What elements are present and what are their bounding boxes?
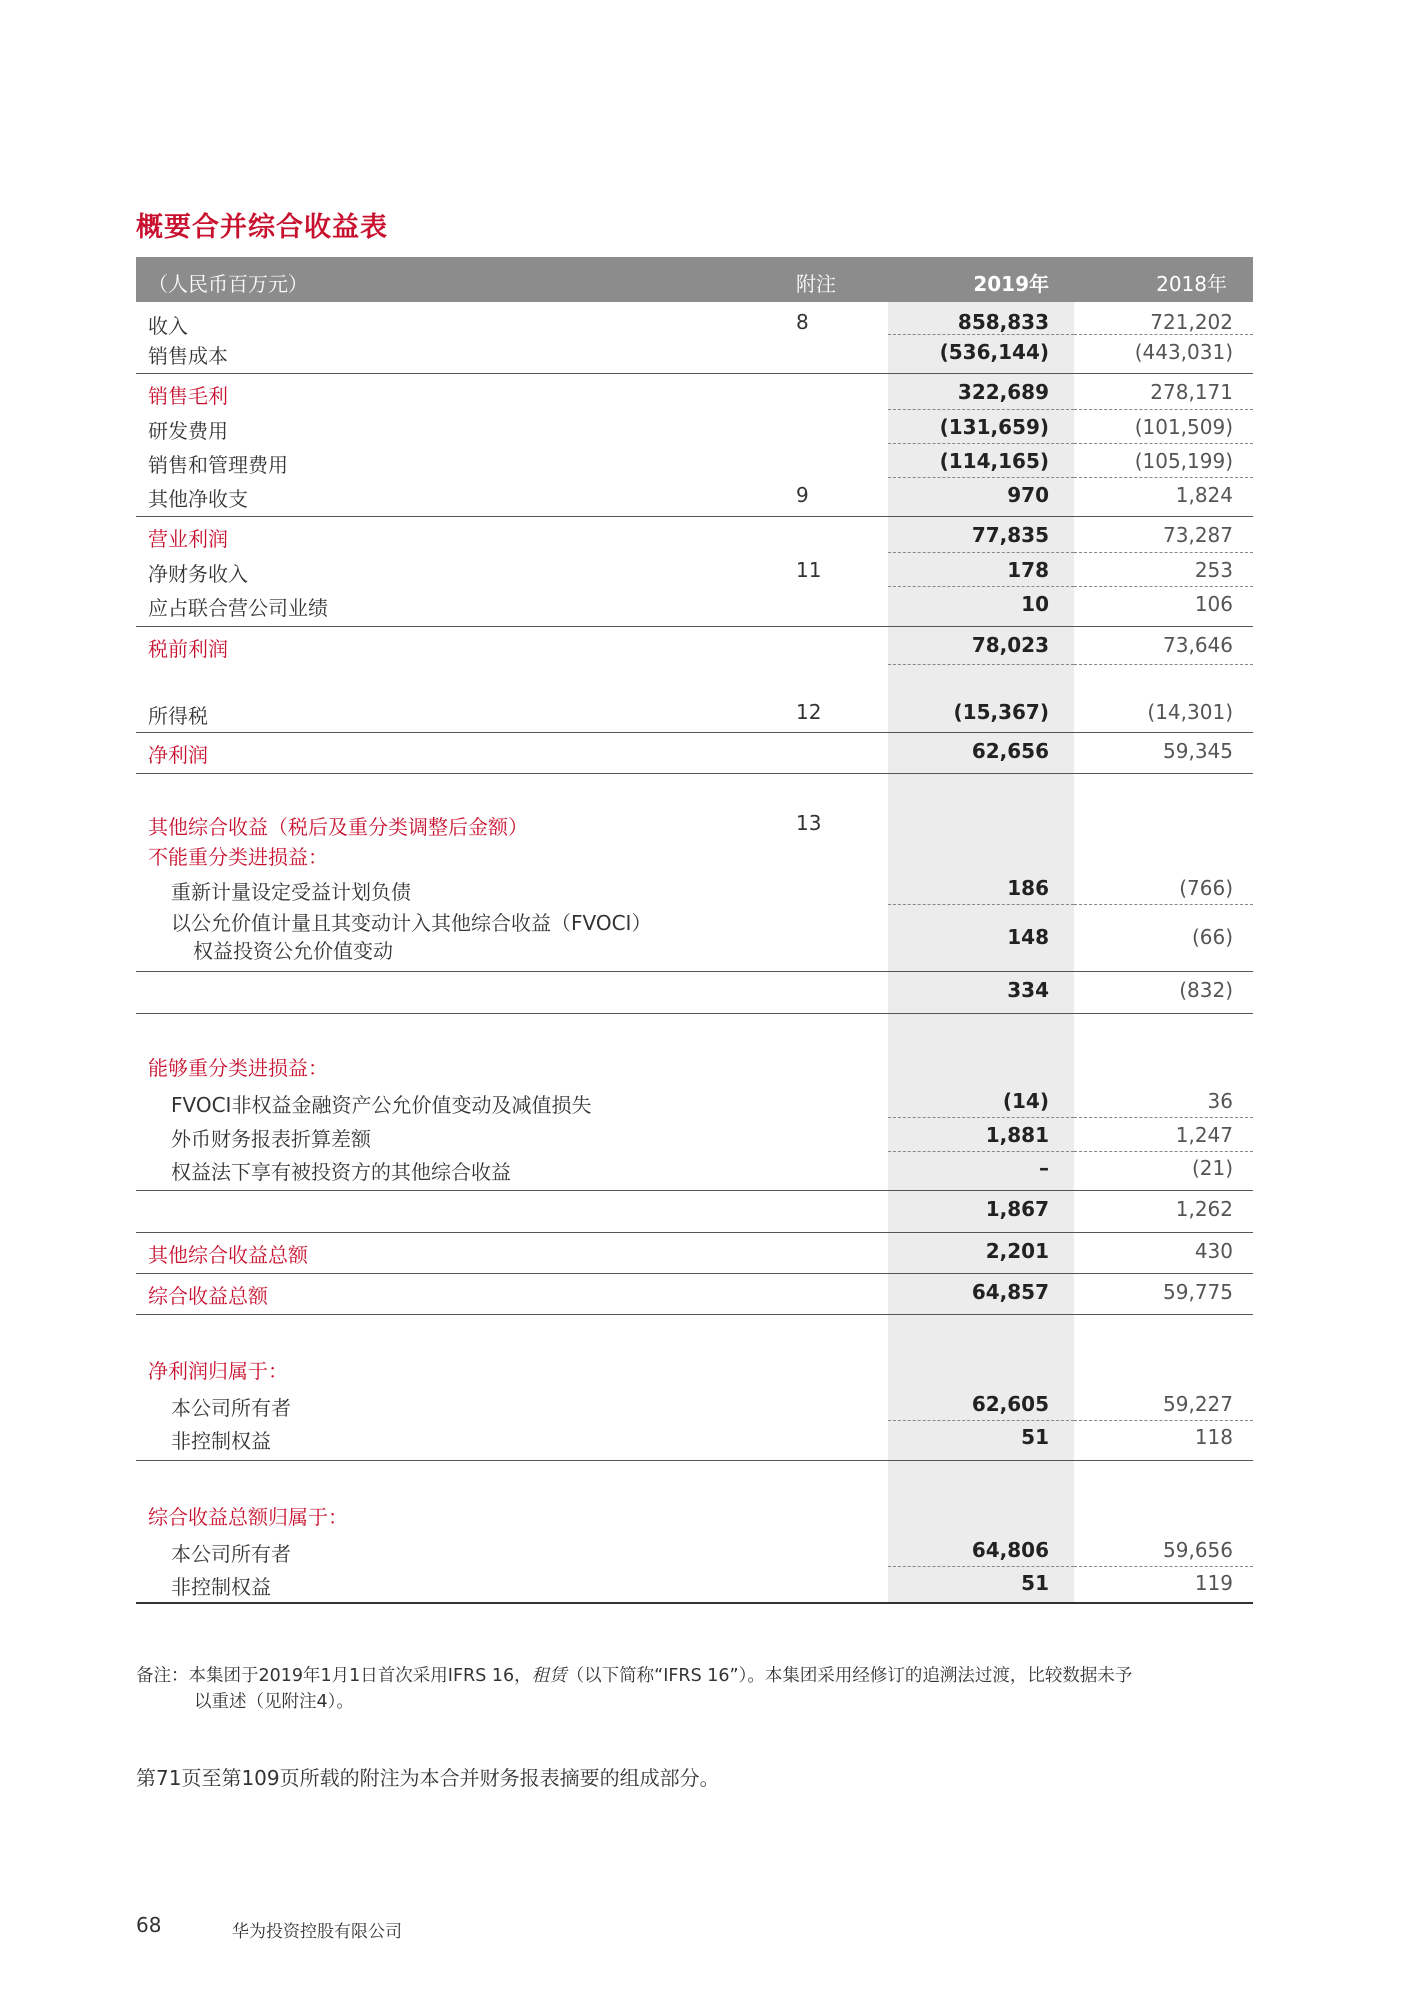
year-2018-header: 2018年 [1156, 272, 1227, 296]
row-label: 重新计量设定受益计划负债 [171, 880, 411, 904]
row-note: 9 [796, 483, 809, 507]
value-2019: (15,367) [953, 700, 1049, 724]
row-label: 其他综合收益（税后及重分类调整后金额） [148, 815, 528, 839]
value-2019: (536,144) [939, 340, 1049, 364]
table-row [136, 1353, 1253, 1387]
table-row [136, 733, 1253, 774]
row-label: 营业利润 [148, 527, 228, 551]
value-2019: 62,656 [971, 739, 1049, 763]
value-2018: 118 [1194, 1425, 1233, 1449]
value-2018: 119 [1194, 1571, 1233, 1595]
value-2018: (766) [1179, 876, 1233, 900]
note-header: 附注 [796, 272, 836, 296]
row-label: 净利润 [148, 743, 208, 767]
value-2018: 1,247 [1175, 1123, 1233, 1147]
currency-header: （人民币百万元） [148, 272, 308, 296]
value-2018: 59,227 [1163, 1392, 1233, 1416]
page-title: 概要合并综合收益表 [136, 212, 388, 243]
value-2019: 64,857 [971, 1280, 1049, 1304]
value-2019: 1,881 [985, 1123, 1049, 1147]
value-2019: (131,659) [939, 415, 1049, 439]
value-2019: (14) [1002, 1089, 1049, 1113]
remark-italic-term: 租赁 [531, 1666, 567, 1686]
value-2018: 721,202 [1150, 310, 1233, 334]
value-2019: 2,201 [985, 1239, 1049, 1263]
value-2019: 148 [1007, 925, 1049, 949]
row-label: 能够重分类进损益： [148, 1056, 328, 1080]
value-2018: 73,646 [1163, 633, 1233, 657]
spacer-row [136, 1315, 1253, 1353]
table-row [136, 1499, 1253, 1533]
row-label: 不能重分类进损益： [148, 845, 328, 869]
table-row [136, 517, 1253, 553]
row-label: 研发费用 [148, 419, 228, 443]
value-2018: 106 [1194, 592, 1233, 616]
table-row [136, 1421, 1253, 1461]
value-2019: 1,867 [985, 1197, 1049, 1221]
year-2019-header: 2019年 [973, 272, 1049, 296]
value-2018: 59,775 [1163, 1280, 1233, 1304]
table-row [136, 335, 1253, 374]
table-row [136, 1233, 1253, 1274]
row-label: 本公司所有者 [171, 1396, 291, 1420]
page-number: 68 [136, 1913, 162, 1937]
footnote-remark [136, 1663, 1256, 1715]
value-2018: (21) [1191, 1156, 1233, 1180]
spacer-row [136, 774, 1253, 809]
value-2018: (14,301) [1147, 700, 1233, 724]
value-2018: 59,345 [1163, 739, 1233, 763]
table-row [136, 627, 1253, 665]
spacer-row [136, 665, 1253, 695]
remark-text-continued: （以下简称“IFRS 16”）。本集团采用经修订的追溯法过渡，比较数据未予 [566, 1666, 1133, 1686]
row-note: 11 [796, 558, 822, 582]
value-2018: 59,656 [1163, 1538, 1233, 1562]
table-row [136, 809, 1253, 837]
spacer-row [136, 1014, 1253, 1050]
row-label: 收入 [148, 314, 188, 338]
value-2019: 51 [1021, 1425, 1049, 1449]
table-row [136, 587, 1253, 627]
table-row [136, 1274, 1253, 1315]
table-row [136, 410, 1253, 444]
row-note: 12 [796, 700, 822, 724]
remark-text: 备注：本集团于2019年1月1日首次采用IFRS 16， [136, 1666, 532, 1686]
table-row [136, 553, 1253, 587]
value-2019: 51 [1021, 1571, 1049, 1595]
value-2019: 78,023 [971, 633, 1049, 657]
value-2018: 278,171 [1150, 380, 1233, 404]
row-label: 销售和管理费用 [148, 453, 288, 477]
row-label: 销售毛利 [148, 384, 228, 408]
table-row [136, 1567, 1253, 1604]
table-row [136, 695, 1253, 733]
row-label: 销售成本 [148, 344, 228, 368]
subtotal-row [136, 972, 1253, 1014]
value-2019: 64,806 [971, 1538, 1049, 1562]
value-2019: 322,689 [957, 380, 1049, 404]
value-2018: (66) [1191, 925, 1233, 949]
value-2019: 970 [1007, 483, 1049, 507]
row-label: 本公司所有者 [171, 1542, 291, 1566]
row-label: 非控制权益 [171, 1575, 271, 1599]
value-2018: 430 [1194, 1239, 1233, 1263]
value-2019: 62,605 [971, 1392, 1049, 1416]
row-label: 权益法下享有被投资方的其他综合收益 [171, 1160, 511, 1184]
table-row [136, 444, 1253, 478]
spacer-row [136, 1461, 1253, 1499]
row-note: 8 [796, 310, 809, 334]
value-2019: 77,835 [971, 523, 1049, 547]
row-note: 13 [796, 811, 822, 835]
row-label-continued: 权益投资公允价值变动 [193, 939, 393, 963]
row-label: 净利润归属于： [148, 1359, 288, 1383]
scope-statement: 第71页至第109页所载的附注为本合并财务报表摘要的组成部分。 [136, 1766, 720, 1790]
value-2018: 36 [1207, 1089, 1233, 1113]
table-row [136, 1533, 1253, 1567]
row-label: 税前利润 [148, 637, 228, 661]
table-row [136, 905, 1253, 972]
table-row [136, 1152, 1253, 1191]
row-label: 综合收益总额 [148, 1284, 268, 1308]
value-2018: (443,031) [1134, 340, 1233, 364]
row-label: 以公允价值计量且其变动计入其他综合收益（FVOCI） [171, 911, 652, 935]
value-2018: 1,262 [1175, 1197, 1233, 1221]
row-label: 外币财务报表折算差额 [171, 1127, 371, 1151]
table-row [136, 1118, 1253, 1152]
row-label: 非控制权益 [171, 1429, 271, 1453]
subtotal-row [136, 1191, 1253, 1233]
row-label: 其他净收支 [148, 487, 248, 511]
row-label: 应占联合营公司业绩 [148, 596, 328, 620]
value-2019: 178 [1007, 558, 1049, 582]
value-2019: 334 [1007, 978, 1049, 1002]
row-label: 综合收益总额归属于： [148, 1505, 348, 1529]
value-2019: – [1039, 1156, 1049, 1180]
value-2018: (101,509) [1134, 415, 1233, 439]
row-label: 净财务收入 [148, 562, 248, 586]
row-label: 其他综合收益总额 [148, 1243, 308, 1267]
value-2018: 73,287 [1163, 523, 1233, 547]
table-row [136, 871, 1253, 905]
row-label: 所得税 [148, 704, 208, 728]
value-2018: 253 [1194, 558, 1233, 582]
row-label: FVOCI非权益金融资产公允价值变动及减值损失 [171, 1093, 592, 1117]
income-statement-table [136, 257, 1253, 1604]
table-row [136, 302, 1253, 338]
remark-line-2: 以重述（见附注4）。 [194, 1692, 354, 1712]
table-row [136, 1387, 1253, 1421]
value-2018: (105,199) [1134, 449, 1233, 473]
value-2019: 858,833 [957, 310, 1049, 334]
value-2019: (114,165) [939, 449, 1049, 473]
table-row [136, 374, 1253, 410]
value-2018: 1,824 [1175, 483, 1233, 507]
value-2019: 186 [1007, 876, 1049, 900]
table-row [136, 1050, 1253, 1084]
table-row [136, 478, 1253, 517]
table-row [136, 837, 1253, 871]
value-2018: (832) [1179, 978, 1233, 1002]
table-row [136, 1084, 1253, 1118]
table-header [136, 257, 1253, 302]
company-name: 华为投资控股有限公司 [232, 1922, 402, 1942]
value-2019: 10 [1021, 592, 1049, 616]
